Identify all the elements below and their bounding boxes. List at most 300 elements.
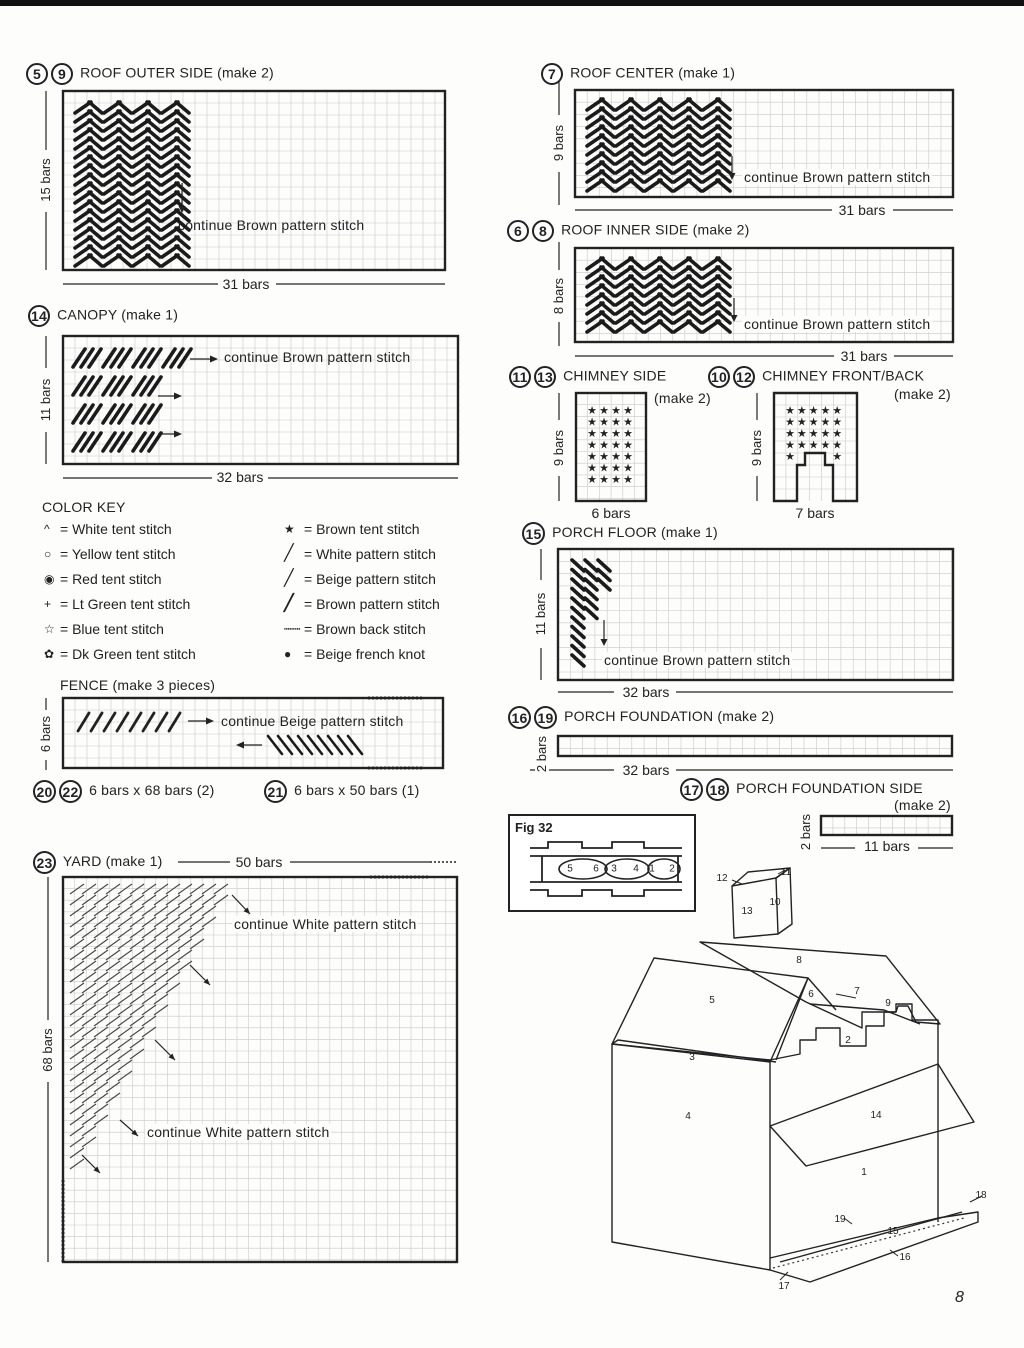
yard-stitch — [82, 1071, 96, 1081]
chimney-box-front — [732, 878, 781, 938]
color-key-label: = Lt Green tent stitch — [60, 596, 191, 612]
yard-stitch — [130, 939, 144, 949]
piece-number-badge: 6 — [507, 220, 529, 242]
color-key-symbol: ╱ — [284, 570, 294, 587]
assembly-leader — [732, 880, 742, 884]
roof-center-width-label: 31 bars — [836, 202, 889, 218]
chimney-front-brown-tent-star: ★ — [785, 404, 795, 417]
chimney-side-brown-tent-star: ★ — [587, 415, 597, 429]
fig32-label: 1 — [649, 863, 655, 875]
yard-stitch — [82, 906, 96, 916]
yard-stitch — [166, 917, 180, 927]
color-key-symbol: ╱ — [284, 545, 294, 562]
color-key-title: COLOR KEY — [42, 499, 126, 515]
chimney-side-width-label: 6 bars — [589, 505, 634, 521]
chimney-side-brown-tent-star: ★ — [611, 438, 621, 452]
fig32-label: 5 — [567, 863, 573, 875]
assembly-piece-label: 18 — [975, 1190, 987, 1201]
yard-stitch — [166, 939, 180, 949]
assembly-piece-label: 8 — [796, 955, 802, 966]
porch-floor-height-label: 11 bars — [534, 590, 548, 638]
assembly-piece-label: 14 — [870, 1110, 882, 1121]
yard-stitch — [70, 1137, 84, 1147]
yard-note-bottom: continue White pattern stitch — [147, 1124, 330, 1140]
yard-stitch — [70, 1005, 84, 1015]
yard-stitch — [118, 1027, 132, 1037]
yard-stitch — [94, 1115, 108, 1125]
yard-stitch — [70, 928, 84, 938]
yard-stitch — [70, 1071, 84, 1081]
assembly-leader — [836, 994, 856, 998]
porch-foundation-side-canvas-outline — [821, 816, 952, 835]
chimney-side-brown-tent-star: ★ — [599, 450, 609, 463]
yard-stitch — [70, 1060, 84, 1070]
yard-stitch — [178, 939, 192, 949]
piece-number-badge: 17 — [680, 778, 703, 801]
assembly-piece-label: 2 — [845, 1035, 851, 1046]
yard-stitch — [106, 884, 120, 894]
assembly-piece-label: 5 — [709, 995, 715, 1006]
chimney-side-brown-tent-star: ★ — [623, 404, 633, 417]
yard-stitch — [106, 983, 120, 993]
yard-stitch — [130, 1016, 144, 1026]
piece-number-badge: 19 — [534, 706, 557, 729]
fence-variant-b: 21 6 bars x 50 bars (1) — [264, 780, 419, 803]
piece-number-badge: 8 — [532, 220, 554, 242]
color-key-symbol: ◉ — [44, 572, 55, 586]
yard-stitch — [82, 1027, 96, 1037]
chimney-side-brown-tent-star: ★ — [587, 427, 597, 440]
yard-stitch — [130, 884, 144, 894]
yard-stitch — [70, 1016, 84, 1026]
yard-stitch — [118, 983, 132, 993]
color-key-symbol: ★ — [284, 522, 295, 536]
porch-floor-note: continue Brown pattern stitch — [604, 652, 791, 668]
chimney-front-brown-tent-star: ★ — [808, 438, 819, 452]
yard-stitch — [94, 906, 108, 916]
chimney-side-brown-tent-star: ★ — [611, 415, 621, 429]
color-key-symbol: ^ — [44, 522, 50, 536]
assembly-piece-label: 1 — [861, 1167, 867, 1178]
yard-stitch — [130, 917, 144, 927]
roof-center-brown-pattern — [587, 99, 730, 191]
color-key-symbol: ○ — [44, 547, 52, 561]
chimney-front-brown-tent-star: ★ — [796, 415, 807, 429]
color-key-label: = White pattern stitch — [304, 546, 436, 562]
porch-foundation-side-make: (make 2) — [894, 797, 951, 813]
chimney-side-brown-tent-star: ★ — [611, 404, 621, 417]
chimney-side-brown-tent-star: ★ — [623, 450, 633, 463]
assembly-piece-label: 15 — [887, 1226, 899, 1237]
canopy-height-label: 11 bars — [39, 376, 53, 424]
yard-stitch — [82, 939, 96, 949]
chimney-side-brown-tent-star: ★ — [599, 415, 609, 429]
color-key-symbol: + — [44, 597, 52, 611]
yard-stitch — [166, 884, 180, 894]
canopy-arrow-head — [210, 356, 218, 363]
yard-stitch — [94, 1071, 108, 1081]
porch-foundation-side-width-label: 11 bars — [861, 838, 913, 854]
color-key-label: = Beige french knot — [304, 646, 426, 662]
yard-stitch — [82, 1137, 96, 1147]
roof-inner-title: 6 8 ROOF INNER SIDE (make 2) — [507, 220, 749, 242]
chimney-side-brown-tent-star: ★ — [623, 415, 633, 429]
chimney-side-brown-tent-star: ★ — [599, 473, 609, 486]
yard-stitch — [94, 1016, 108, 1026]
yard-stitch — [94, 972, 108, 982]
yard-stitch — [94, 983, 108, 993]
yard-stitch — [106, 1071, 120, 1081]
porch-foundation-side-height-label: 2 bars — [799, 811, 813, 853]
fig32-title: Fig 32 — [515, 820, 553, 835]
assembly-piece-label: 4 — [685, 1111, 691, 1122]
yard-stitch — [106, 1005, 120, 1015]
chimney-side-brown-tent-star: ★ — [599, 438, 609, 452]
yard-stitch — [166, 906, 180, 916]
yard-stitch — [118, 1049, 132, 1059]
yard-stitch — [82, 917, 96, 927]
assembly-piece-label: 12 — [716, 873, 728, 884]
yard-stitch — [82, 1016, 96, 1026]
yard-height-label: 68 bars — [41, 1025, 55, 1074]
canopy-note: continue Brown pattern stitch — [224, 349, 411, 365]
chimney-front-brown-tent-star: ★ — [832, 438, 843, 452]
yard-stitch — [70, 906, 84, 916]
piece-number-badge: 21 — [264, 780, 287, 803]
chimney-front-brown-tent-star: ★ — [785, 438, 795, 452]
yard-stitch — [106, 1027, 120, 1037]
color-key-symbol: ╱ — [284, 595, 294, 612]
chimney-front-brown-tent-star: ★ — [808, 427, 819, 440]
fence-arrow-left-head — [236, 742, 244, 749]
chimney-front-brown-tent-star: ★ — [808, 404, 819, 417]
piece-number-badge: 5 — [26, 63, 48, 85]
porch-floor-brown-pattern — [572, 560, 610, 666]
yard-stitch — [94, 917, 108, 927]
piece-number-badge: 23 — [33, 851, 56, 874]
piece-number-badge: 11 — [509, 366, 531, 388]
piece-number-badge: 12 — [733, 366, 755, 388]
chimney-side-brown-tent-star: ★ — [587, 473, 597, 486]
roof-center-height-label: 9 bars — [552, 122, 566, 164]
yard-title: 23 YARD (make 1) — [33, 851, 162, 874]
fence-arrow-right-head — [206, 718, 214, 725]
yard-stitch — [130, 972, 144, 982]
canopy-arrow-head — [174, 393, 182, 400]
yard-stitch — [130, 1005, 144, 1015]
yard-stitch — [70, 972, 84, 982]
yard-stitch — [130, 906, 144, 916]
porch-foundation-side-grid — [821, 816, 952, 835]
yard-stitch — [118, 906, 132, 916]
chimney-front-title: 10 12 CHIMNEY FRONT/BACK — [708, 366, 924, 388]
chimney-front-brown-tent-star: ★ — [820, 427, 831, 440]
yard-stitch — [82, 1049, 96, 1059]
yard-stitch — [70, 1082, 84, 1092]
yard-stitch — [166, 972, 180, 982]
assembly-piece-label: 3 — [689, 1052, 695, 1063]
roof-back — [700, 942, 940, 1028]
yard-stitch — [118, 1060, 132, 1070]
yard-stitch — [94, 939, 108, 949]
yard-stitch — [82, 884, 96, 894]
yard-stitch — [106, 1060, 120, 1070]
assembly-diagram — [612, 868, 982, 1282]
yard-stitch — [94, 884, 108, 894]
fig32-label: 6 — [593, 863, 599, 875]
page-number: 8 — [955, 1289, 964, 1306]
assembly-piece-label: 9 — [885, 998, 891, 1009]
piece-number-badge: 20 — [33, 780, 56, 803]
yard-stitch — [82, 928, 96, 938]
color-key-label: = White tent stitch — [60, 521, 172, 537]
color-key-label: = Beige pattern stitch — [304, 571, 436, 587]
chimney-side-brown-tent-star: ★ — [587, 450, 597, 463]
chimney-front-brown-tent-star: ★ — [796, 438, 807, 452]
color-key-label: = Brown pattern stitch — [304, 596, 440, 612]
chimney-side-brown-tent-star: ★ — [611, 427, 621, 440]
chimney-front-brown-tent-star: ★ — [785, 450, 795, 463]
color-key-label: = Red tent stitch — [60, 571, 162, 587]
yard-stitch — [106, 1093, 120, 1103]
chimney-front-brown-tent-star: ★ — [832, 415, 843, 429]
fence-note: continue Beige pattern stitch — [221, 713, 404, 729]
yard-stitch — [94, 1027, 108, 1037]
roof-ridge — [810, 1004, 920, 1024]
roof-outer-brown-pattern — [75, 102, 189, 266]
color-key-symbol: ┅┅┅ — [284, 624, 301, 634]
porch-foundation-side-title: 17 18 PORCH FOUNDATION SIDE — [680, 778, 923, 801]
chimney-side-brown-tent-star: ★ — [587, 461, 597, 475]
yard-stitch — [82, 983, 96, 993]
chimney-side-brown-tent-star: ★ — [611, 450, 621, 463]
porch-foundation-grid — [558, 736, 952, 756]
yard-stitch — [70, 1148, 84, 1158]
yard-stitch — [130, 928, 144, 938]
chimney-front-brown-tent-star: ★ — [820, 415, 831, 429]
yard-stitch — [118, 972, 132, 982]
yard-stitch — [106, 994, 120, 1004]
chimney-side-title: 11 13 CHIMNEY SIDE — [509, 366, 666, 388]
yard-stitch — [70, 983, 84, 993]
yard-stitch — [106, 1049, 120, 1059]
yard-stitch — [118, 884, 132, 894]
yard-stitch — [94, 994, 108, 1004]
color-key-label: = Brown tent stitch — [304, 521, 420, 537]
yard-stitch — [106, 1016, 120, 1026]
chimney-front-width-label: 7 bars — [793, 505, 838, 521]
chimney-front-brown-tent-star: ★ — [808, 415, 819, 429]
porch-base — [770, 1212, 978, 1282]
roof-outer-grid — [63, 91, 445, 270]
chimney-front-brown-tent-star: ★ — [832, 404, 843, 417]
yard-stitch — [106, 917, 120, 927]
yard-stitch — [166, 928, 180, 938]
chimney-front-brown-tent-star: ★ — [785, 415, 795, 429]
piece-number-badge: 22 — [59, 780, 82, 803]
chimney-side-brown-tent-star: ★ — [623, 427, 633, 440]
yard-stitch — [70, 994, 84, 1004]
chimney-front-brown-tent-star: ★ — [832, 427, 843, 440]
chimney-side-height-label: 9 bars — [552, 427, 566, 469]
assembly-piece-label: 11 — [780, 867, 792, 878]
yard-stitch — [82, 994, 96, 1004]
yard-stitch — [178, 884, 192, 894]
fence-variant-a: 20 22 6 bars x 68 bars (2) — [33, 780, 214, 803]
assembly-piece-label: 7 — [854, 986, 860, 997]
piece-number-badge: 15 — [522, 522, 545, 545]
chimney-front-height-label: 9 bars — [750, 427, 764, 469]
yard-stitch — [178, 917, 192, 927]
fig32-label: 3 — [611, 863, 617, 875]
assembly-piece-label: 6 — [808, 989, 814, 1000]
fence-title: FENCE (make 3 pieces) — [60, 677, 216, 693]
fig32-label: 4 — [633, 863, 639, 875]
color-key-label: = Brown back stitch — [304, 621, 426, 637]
roof-inner-note: continue Brown pattern stitch — [744, 316, 931, 332]
yard-stitch — [70, 917, 84, 927]
assembly-piece-label: 17 — [778, 1281, 790, 1292]
fig32-label: 2 — [669, 863, 675, 875]
yard-stitch — [82, 1115, 96, 1125]
yard-note-top: continue White pattern stitch — [234, 916, 417, 932]
yard-stitch — [94, 1005, 108, 1015]
chimney-side-brown-tent-star: ★ — [599, 461, 609, 475]
yard-stitch — [214, 884, 228, 894]
chimney-side-brown-tent-star: ★ — [599, 427, 609, 440]
assembly-piece-label: 16 — [899, 1252, 911, 1263]
fence-grid — [63, 698, 443, 768]
yard-stitch — [70, 939, 84, 949]
canopy-width-label: 32 bars — [214, 469, 267, 485]
color-key-label: = Dk Green tent stitch — [60, 646, 196, 662]
yard-stitch — [118, 917, 132, 927]
chimney-front-brown-tent-star: ★ — [832, 450, 843, 463]
yard-stitch — [94, 1049, 108, 1059]
chimney-side-brown-tent-star: ★ — [623, 461, 633, 475]
color-key-symbol: ● — [284, 647, 292, 661]
yard-stitch — [178, 906, 192, 916]
yard-stitch — [70, 1049, 84, 1059]
piece-number-badge: 7 — [541, 63, 563, 85]
fence-canvas-outline — [63, 698, 443, 768]
chimney-front-brown-tent-star: ★ — [785, 427, 795, 440]
color-key-label: = Blue tent stitch — [60, 621, 164, 637]
yard-stitch — [94, 1082, 108, 1092]
porch-foundation-width-label: 32 bars — [620, 762, 673, 778]
roof-outer-height-label: 15 bars — [39, 155, 53, 204]
yard-stitch — [118, 928, 132, 938]
yard-stitch — [82, 1082, 96, 1092]
yard-stitch — [82, 1126, 96, 1136]
chimney-side-brown-tent-star: ★ — [587, 438, 597, 452]
roof-center-arrow-head — [729, 173, 736, 180]
yard-stitch — [178, 928, 192, 938]
chimney-front-brown-tent-star: ★ — [796, 427, 807, 440]
chimney-front-brown-tent-star: ★ — [820, 438, 831, 452]
porch-floor-arrow-head — [601, 639, 608, 646]
yard-stitch — [166, 983, 180, 993]
chimney-side-brown-tent-star: ★ — [623, 473, 633, 486]
yard-stitch — [130, 994, 144, 1004]
roof-outer-title: 5 9 ROOF OUTER SIDE (make 2) — [26, 63, 274, 85]
yard-stitch — [94, 928, 108, 938]
yard-stitch — [130, 1027, 144, 1037]
porch-foundation-title: 16 19 PORCH FOUNDATION (make 2) — [508, 706, 774, 729]
yard-stitch — [82, 1060, 96, 1070]
yard-stitch — [118, 939, 132, 949]
piece-number-badge: 16 — [508, 706, 531, 729]
roof-inner-width-label: 31 bars — [838, 348, 891, 364]
chimney-side-brown-tent-star: ★ — [623, 438, 633, 452]
chimney-side-brown-tent-star: ★ — [611, 473, 621, 486]
yard-stitch — [70, 1115, 84, 1125]
canopy-arrow-head — [174, 431, 182, 438]
chimney-side-brown-tent-star: ★ — [587, 404, 597, 417]
yard-stitch — [130, 1049, 144, 1059]
roof-outer-width-label: 31 bars — [220, 276, 273, 292]
piece-number-badge: 10 — [708, 366, 730, 388]
piece-number-badge: 13 — [534, 366, 556, 388]
yard-stitch — [106, 928, 120, 938]
fence-height-label: 6 bars — [39, 713, 53, 755]
yard-stitch — [70, 1027, 84, 1037]
piece-number-badge: 18 — [706, 778, 729, 801]
piece-number-badge: 14 — [28, 305, 50, 327]
yard-stitch — [118, 1071, 132, 1081]
porch-foundation-height-label: 2 bars — [535, 733, 549, 775]
color-key-label: = Yellow tent stitch — [60, 546, 176, 562]
assembly-piece-label: 19 — [834, 1214, 846, 1225]
roof-inner-brown-pattern — [587, 258, 730, 332]
chimney-front-brown-tent-star: ★ — [820, 404, 831, 417]
yard-stitch — [70, 1093, 84, 1103]
yard-stitch — [82, 1005, 96, 1015]
porch-floor-width-label: 32 bars — [620, 684, 673, 700]
roof-inner-height-label: 8 bars — [552, 275, 566, 317]
roof-center-title: 7 ROOF CENTER (make 1) — [541, 63, 735, 85]
yard-stitch — [106, 972, 120, 982]
yard-stitch — [82, 1093, 96, 1103]
front-wall — [612, 1044, 770, 1270]
chimney-side-brown-tent-star: ★ — [611, 461, 621, 475]
yard-stitch — [118, 1005, 132, 1015]
yard-stitch — [94, 1060, 108, 1070]
chimney-side-brown-tent-star: ★ — [599, 404, 609, 417]
roof-center-note: continue Brown pattern stitch — [744, 169, 931, 185]
yard-stitch — [70, 1126, 84, 1136]
assembly-piece-label: 10 — [769, 897, 781, 908]
color-key-symbol: ✿ — [44, 647, 55, 661]
canopy-title: 14 CANOPY (make 1) — [28, 305, 178, 327]
chimney-front-brown-tent-star: ★ — [796, 404, 807, 417]
yard-stitch — [118, 994, 132, 1004]
yard-stitch — [70, 1159, 84, 1169]
yard-stitch — [106, 939, 120, 949]
chimney-side-make: (make 2) — [654, 390, 711, 406]
yard-stitch — [82, 972, 96, 982]
piece-number-badge: 9 — [51, 63, 73, 85]
porch-floor-title: 15 PORCH FLOOR (make 1) — [522, 522, 718, 545]
roof-outer-note: continue Brown pattern stitch — [178, 217, 365, 233]
color-key-symbol: ☆ — [44, 622, 55, 636]
yard-stitch — [130, 983, 144, 993]
yard-width-label: 50 bars — [233, 854, 286, 870]
yard-stitch — [106, 1082, 120, 1092]
chimney-front-make: (make 2) — [894, 386, 951, 402]
yard-stitch — [94, 1093, 108, 1103]
yard-stitch — [118, 1016, 132, 1026]
